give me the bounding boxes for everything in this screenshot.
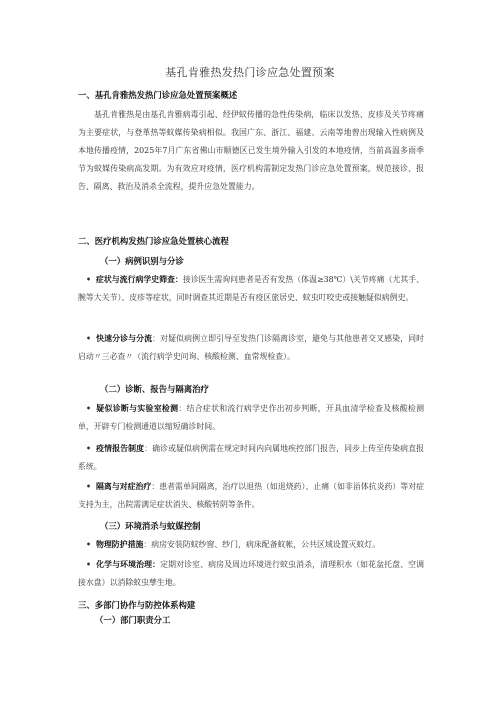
bullet-item (78, 271, 424, 307)
bullet-item (78, 478, 424, 514)
section-1-paragraph: 基孔肯雅热是由基孔肯雅病毒引起、经伊蚊传播的急性传染病，临床以发热、皮疹及关节疼痛为主要症状，与登革热等蚊媒传染病相似。我国广东、浙江、福建、云南等地曾出现输入性病例及本地传播疫情，2025年7月广东省佛山市顺德区已发生境外输入引发的本地疫情，当前高温多雨季节为蚊媒传染病高发期。为有效应对疫情，医疗机构需制定发热门诊应急处置预案，规范接诊、报告、隔离、救治及消杀全流程，提升应急处置能力。 (78, 110, 424, 191)
bullet-text: ：对疑似病例立即引导至发热门诊隔离诊室，避免与其他患者交叉感染，同时启动〃三必查〃（流行病学史问询、核酸检测、血常规检查）。 (78, 334, 424, 361)
bullet-text: ：患者需单间隔离，治疗以退热（如退烧药）、止痛（如非甾体抗炎药）等对症支持为主，出院需满足症状消失、核酸转阴等条件。 (78, 482, 424, 509)
bullet-item (78, 556, 424, 592)
section-2-sub3-heading: （三）环境消杀与蚊媒控制 (100, 521, 201, 531)
bullet-item (78, 440, 424, 476)
bullet-text: ：结合症状和流行病学史作出初步判断，开具血清学检查及核酸检测单，开辟专门检测通道以缩短确诊时间。 (78, 404, 424, 431)
bullet-text: 定期对诊室、病房及周边环境进行蚊虫消杀，清理积水（如花盆托盘、空调接水盘）以消除蚊虫孳生地。 (78, 560, 424, 587)
bullet-dot-icon: • (86, 560, 92, 569)
section-3-heading: 三、多部门协作与防控体系构建 (78, 600, 196, 610)
bullet-lead: 物理防护措施 (96, 540, 144, 549)
bullet-lead: 疑似诊断与实验室检测 (96, 404, 179, 413)
bullet-lead: 快速分诊与分流 (96, 334, 153, 343)
section-2-sub2-heading: （二）诊断、报告与隔离治疗 (100, 384, 209, 394)
bullet-lead: 隔离与对症治疗 (96, 482, 152, 491)
bullet-dot-icon: • (86, 540, 92, 549)
bullet-dot-icon: • (86, 275, 92, 284)
bullet-dot-icon: • (86, 482, 92, 491)
section-2-heading: 二、医疗机构发热门诊应急处置核心流程 (78, 236, 229, 246)
bullet-lead: 疫情报告制度 (96, 444, 145, 453)
bullet-item (78, 400, 424, 436)
section-1-heading: 一、基孔肯雅热发热门诊应急处置预案概述 (78, 90, 238, 100)
bullet-dot-icon: • (86, 444, 92, 453)
bullet-lead: 症状与流行病学史筛查： (96, 275, 183, 284)
document-title: 基孔肯雅热发热门诊应急处置预案 (165, 66, 335, 79)
bullet-lead: 化学与环境治理： (96, 560, 161, 569)
section-3-sub1-heading: （一）部门职责分工 (95, 615, 171, 625)
bullet-text: ：确诊或疑似病例需在规定时间内向属地疾控部门报告，同步上传至传染病直报系统。 (78, 444, 424, 471)
bullet-text: ：病房安装防蚊纱窗、纱门，病床配备蚊帐，公共区域设置灭蚊灯。 (143, 540, 381, 549)
bullet-dot-icon: • (86, 334, 92, 343)
bullet-dot-icon: • (86, 404, 92, 413)
bullet-item (78, 330, 424, 366)
bullet-item (78, 536, 424, 554)
section-2-sub1-heading: （一）病例识别与分诊 (100, 256, 184, 266)
bullet-text: 接诊医生需询问患者是否有发热（体温≥38℃）\关节疼痛（尤其手、腕等大关节）、皮疹等症状，同时调查其近期是否有疫区旅居史、蚊虫叮咬史或接触疑似病例史。 (78, 275, 424, 302)
